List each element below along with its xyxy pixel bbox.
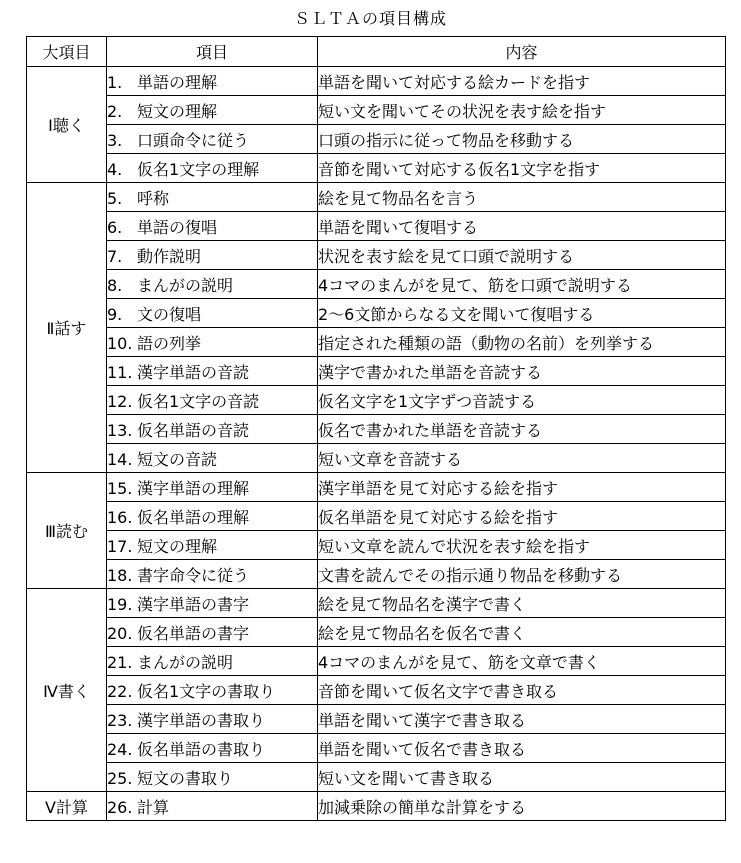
item-name: まんがの説明	[137, 275, 234, 295]
item-cell	[107, 763, 318, 792]
item-cell	[107, 415, 318, 444]
category-cell: Ⅳ書く	[27, 589, 107, 792]
item-cell	[107, 241, 318, 270]
item-name: 漢字単語の書字	[137, 594, 250, 614]
content-cell: 短い文章を読んで状況を表す絵を指す	[318, 531, 726, 560]
item-number: 19.	[107, 594, 133, 614]
item-number: 3.	[107, 130, 123, 150]
item-cell	[107, 212, 318, 241]
content-cell: 短い文を聞いて書き取る	[318, 763, 726, 792]
item-number: 12.	[107, 391, 133, 411]
content-cell: 漢字単語を見て対応する絵を指す	[318, 473, 726, 502]
content-cell: 音節を聞いて対応する仮名1文字を指す	[318, 154, 726, 183]
table-row	[27, 125, 726, 154]
header-content: 内容	[318, 37, 726, 67]
table-row	[27, 560, 726, 589]
table-row	[27, 763, 726, 792]
table-row	[27, 531, 726, 560]
item-cell	[107, 618, 318, 647]
item-number: 20.	[107, 623, 133, 643]
item-name: 口頭命令に従う	[137, 130, 250, 150]
content-cell: 単語を聞いて対応する絵カードを指す	[318, 67, 726, 96]
item-cell	[107, 734, 318, 763]
table-row	[27, 212, 726, 241]
content-cell: 絵を見て物品名を言う	[318, 183, 726, 212]
item-number: 16.	[107, 507, 133, 527]
content-cell: 口頭の指示に従って物品を移動する	[318, 125, 726, 154]
table-row	[27, 792, 726, 821]
item-name: 計算	[137, 797, 170, 817]
item-number: 9.	[107, 304, 123, 324]
item-number: 21.	[107, 652, 133, 672]
item-cell	[107, 589, 318, 618]
item-name: 単語の復唱	[137, 217, 218, 237]
header-category: 大項目	[27, 37, 107, 67]
item-name: 呼称	[137, 188, 170, 208]
item-cell	[107, 705, 318, 734]
table-row	[27, 67, 726, 96]
table-row	[27, 705, 726, 734]
table-row	[27, 502, 726, 531]
item-cell	[107, 270, 318, 299]
item-cell	[107, 328, 318, 357]
content-cell: 加減乗除の簡単な計算をする	[318, 792, 726, 821]
header-row	[27, 37, 726, 67]
item-number: 2.	[107, 101, 123, 121]
table-row	[27, 618, 726, 647]
content-cell: 短い文章を音読する	[318, 444, 726, 473]
item-number: 15.	[107, 478, 133, 498]
content-cell: 状況を表す絵を見て口頭で説明する	[318, 241, 726, 270]
content-cell: 短い文を聞いてその状況を表す絵を指す	[318, 96, 726, 125]
content-cell: 4コマのまんがを見て、筋を文章で書く	[318, 647, 726, 676]
item-name: 仮名単語の音読	[137, 420, 250, 440]
item-name: 仮名単語の書取り	[137, 739, 266, 759]
table-row	[27, 415, 726, 444]
item-name: 仮名単語の書字	[137, 623, 250, 643]
table-row	[27, 444, 726, 473]
item-name: 単語の理解	[137, 72, 218, 92]
item-number: 11.	[107, 362, 133, 382]
item-number: 26.	[107, 797, 133, 817]
header-item: 項目	[107, 37, 318, 67]
item-cell	[107, 676, 318, 705]
slta-structure-table	[26, 36, 726, 821]
item-number: 6.	[107, 217, 123, 237]
content-cell: 単語を聞いて漢字で書き取る	[318, 705, 726, 734]
table-row	[27, 270, 726, 299]
item-name: 動作説明	[137, 246, 202, 266]
item-cell	[107, 357, 318, 386]
item-cell	[107, 154, 318, 183]
content-cell: 仮名で書かれた単語を音読する	[318, 415, 726, 444]
item-cell	[107, 531, 318, 560]
content-cell: 仮名単語を見て対応する絵を指す	[318, 502, 726, 531]
table-row	[27, 328, 726, 357]
content-cell: 2～6文節からなる文を聞いて復唱する	[318, 299, 726, 328]
table-row	[27, 647, 726, 676]
table-row	[27, 241, 726, 270]
item-number: 1.	[107, 72, 123, 92]
content-cell: 単語を聞いて復唱する	[318, 212, 726, 241]
item-number: 24.	[107, 739, 133, 759]
item-name: 短文の音読	[137, 449, 218, 469]
table-body	[27, 67, 726, 821]
item-cell	[107, 299, 318, 328]
item-number: 23.	[107, 710, 133, 730]
item-number: 10.	[107, 333, 133, 353]
item-number: 7.	[107, 246, 123, 266]
item-number: 17.	[107, 536, 133, 556]
category-cell: Ⅰ聴く	[27, 67, 107, 183]
item-name: 短文の理解	[137, 101, 218, 121]
item-name: 漢字単語の書取り	[137, 710, 266, 730]
item-number: 22.	[107, 681, 133, 701]
table-row	[27, 96, 726, 125]
item-cell	[107, 502, 318, 531]
content-cell: 漢字で書かれた単語を音読する	[318, 357, 726, 386]
item-number: 4.	[107, 159, 123, 179]
item-name: 書字命令に従う	[137, 565, 250, 585]
table-row	[27, 183, 726, 212]
table-row	[27, 589, 726, 618]
item-cell	[107, 792, 318, 821]
item-cell	[107, 67, 318, 96]
table-title: ＳＬＴＡの項目構成	[293, 9, 447, 28]
item-name: まんがの説明	[137, 652, 234, 672]
item-cell	[107, 444, 318, 473]
table-row	[27, 473, 726, 502]
item-name: 短文の書取り	[137, 768, 234, 788]
item-name: 短文の理解	[137, 536, 218, 556]
table-row	[27, 734, 726, 763]
item-name: 漢字単語の理解	[137, 478, 250, 498]
table-row	[27, 299, 726, 328]
item-number: 13.	[107, 420, 133, 440]
item-number: 18.	[107, 565, 133, 585]
content-cell: 4コマのまんがを見て、筋を口頭で説明する	[318, 270, 726, 299]
content-cell: 文書を読んでその指示通り物品を移動する	[318, 560, 726, 589]
item-name: 漢字単語の音読	[137, 362, 250, 382]
item-cell	[107, 125, 318, 154]
item-cell	[107, 647, 318, 676]
content-cell: 仮名文字を1文字ずつ音読する	[318, 386, 726, 415]
item-name: 仮名単語の理解	[137, 507, 250, 527]
item-cell	[107, 96, 318, 125]
item-number: 14.	[107, 449, 133, 469]
item-cell	[107, 183, 318, 212]
content-cell: 絵を見て物品名を漢字で書く	[318, 589, 726, 618]
item-cell	[107, 386, 318, 415]
table-row	[27, 386, 726, 415]
category-cell: Ⅲ読む	[27, 473, 107, 589]
item-name: 文の復唱	[137, 304, 202, 324]
content-cell: 絵を見て物品名を仮名で書く	[318, 618, 726, 647]
table-row	[27, 357, 726, 386]
item-name: 語の列挙	[137, 333, 202, 353]
item-cell	[107, 473, 318, 502]
item-number: 5.	[107, 188, 123, 208]
item-name: 仮名1文字の理解	[137, 159, 260, 179]
item-number: 25.	[107, 768, 133, 788]
category-cell: Ⅴ計算	[27, 792, 107, 821]
table-row	[27, 676, 726, 705]
item-name: 仮名1文字の音読	[137, 391, 260, 411]
content-cell: 音節を聞いて仮名文字で書き取る	[318, 676, 726, 705]
content-cell: 指定された種類の語（動物の名前）を列挙する	[318, 328, 726, 357]
table-row	[27, 154, 726, 183]
table-header	[27, 37, 726, 67]
item-name: 仮名1文字の書取り	[137, 681, 276, 701]
item-number: 8.	[107, 275, 123, 295]
content-cell: 単語を聞いて仮名で書き取る	[318, 734, 726, 763]
item-cell	[107, 560, 318, 589]
category-cell: Ⅱ話す	[27, 183, 107, 473]
